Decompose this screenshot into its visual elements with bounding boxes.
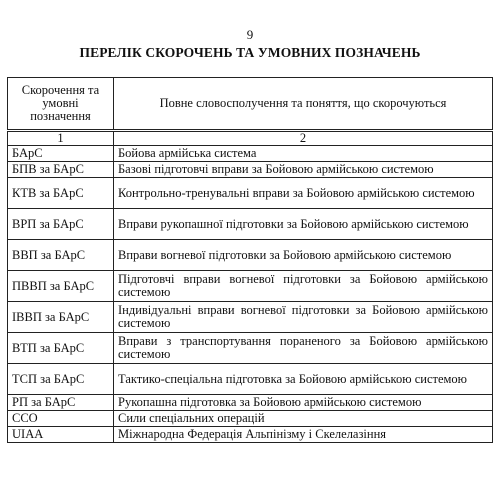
table-row [8, 240, 493, 271]
definition-cell: Базові підготовчі вправи за Бойовою армійською системою [114, 162, 493, 178]
table-row [8, 411, 493, 427]
abbreviation-cell: ТСП за БАрС [8, 364, 114, 395]
header-abbreviation: Скорочення та умовні позначення [8, 78, 114, 131]
abbreviation-cell: ІВВП за БАрС [8, 302, 114, 333]
definition-cell: Тактико-спеціальна підготовка за Бойовою армійською системою [114, 364, 493, 395]
column-number-2: 2 [114, 131, 493, 146]
abbreviation-cell: ССО [8, 411, 114, 427]
table-row [8, 178, 493, 209]
abbreviations-table [7, 77, 493, 443]
definition-cell: Підготовчі вправи вогневої підготовки за Бойовою армійською системою [114, 271, 493, 302]
definition-cell: Вправи рукопашної підготовки за Бойовою армійською системою [114, 209, 493, 240]
abbreviation-cell: ВРП за БАрС [8, 209, 114, 240]
header-full-term: Повне словосполучення та поняття, що скорочуються [114, 78, 493, 131]
page-number: 9 [246, 27, 254, 42]
abbreviation-cell: РП за БАрС [8, 395, 114, 411]
table-row [8, 209, 493, 240]
abbreviation-cell: БПВ за БАрС [8, 162, 114, 178]
table-row [8, 395, 493, 411]
definition-cell: Сили спеціальних операцій [114, 411, 493, 427]
definition-cell: Бойова армійська система [114, 146, 493, 162]
definition-cell: Вправи з транспортування пораненого за Бойовою армійською системою [114, 333, 493, 364]
definition-cell: Міжнародна Федерація Альпінізму і Скелелазіння [114, 427, 493, 443]
abbreviation-cell: БАрС [8, 146, 114, 162]
abbreviation-cell: ПВВП за БАрС [8, 271, 114, 302]
table-row [8, 333, 493, 364]
table-row [8, 427, 493, 443]
definition-cell: Рукопашна підготовка за Бойовою армійською системою [114, 395, 493, 411]
column-number-1: 1 [8, 131, 114, 146]
table-row [8, 302, 493, 333]
table-row [8, 271, 493, 302]
definition-cell: Вправи вогневої підготовки за Бойовою армійською системою [114, 240, 493, 271]
table-header-row [8, 78, 493, 131]
definition-cell: Індивідуальні вправи вогневої підготовки за Бойовою армійською системою [114, 302, 493, 333]
abbreviation-cell: ВТП за БАрС [8, 333, 114, 364]
column-number-row [8, 131, 493, 146]
document-title: ПЕРЕЛІК СКОРОЧЕНЬ ТА УМОВНИХ ПОЗНАЧЕНЬ [79, 45, 421, 60]
table-row [8, 162, 493, 178]
table-row [8, 364, 493, 395]
abbreviation-cell: ВВП за БАрС [8, 240, 114, 271]
table-row [8, 146, 493, 162]
definition-cell: Контрольно-тренувальні вправи за Бойовою армійською системою [114, 178, 493, 209]
abbreviation-cell: КТВ за БАрС [8, 178, 114, 209]
abbreviation-cell: UIAA [8, 427, 114, 443]
